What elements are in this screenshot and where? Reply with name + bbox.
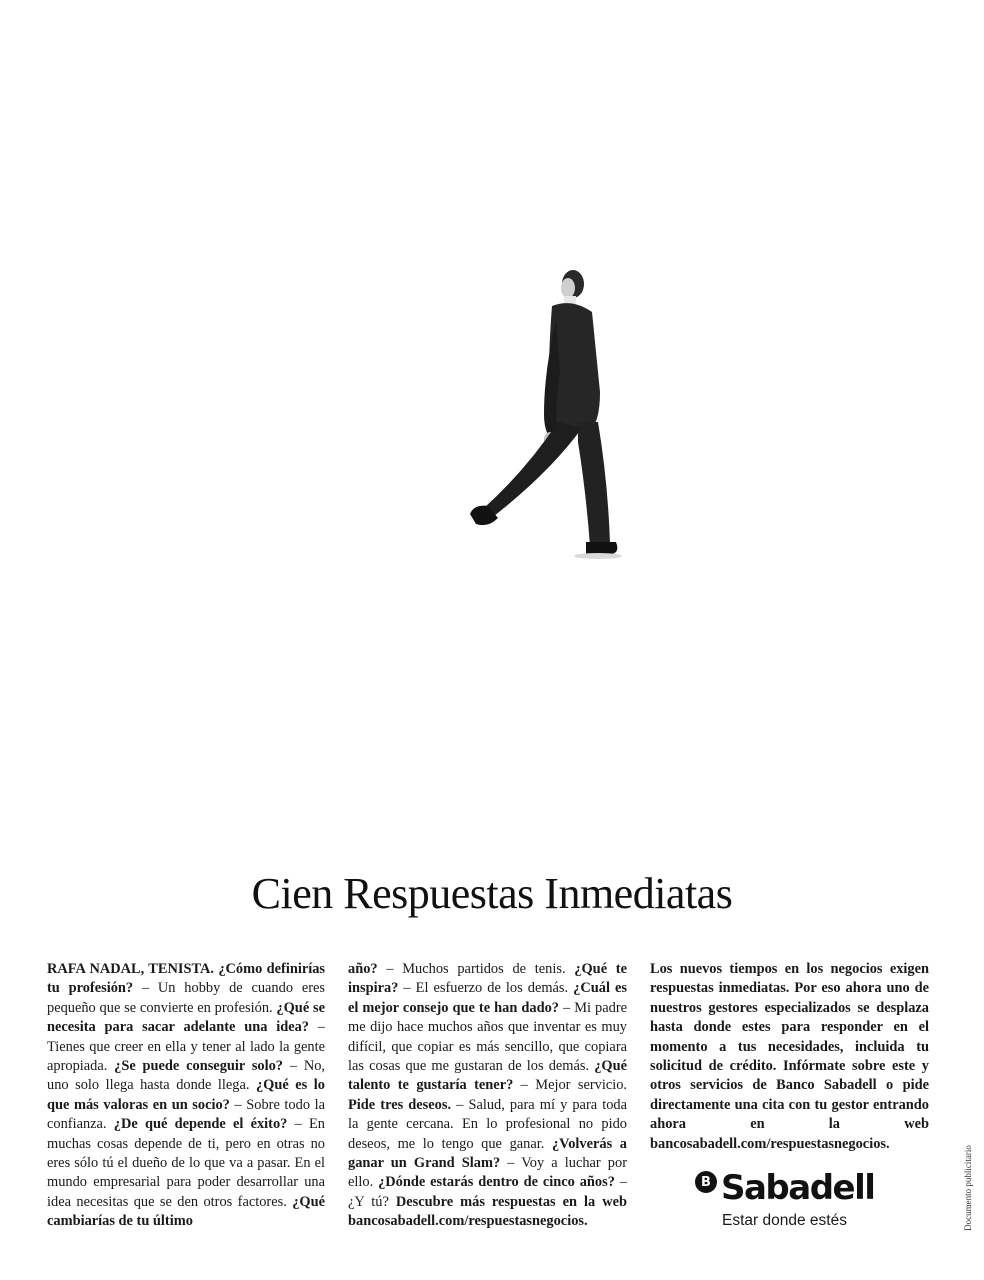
question-text: ¿Dónde estarás dentro de cinco años? bbox=[378, 1174, 615, 1191]
answer-text: – Mejor servicio. bbox=[513, 1077, 628, 1094]
sabadell-logo bbox=[695, 1168, 874, 1208]
question-text: ¿Qué es lo que más valoras en un socio? bbox=[47, 1077, 325, 1113]
answer-text: – En muchas cosas depende de ti, pero en otras no eres sólo tú el dueño de lo que va a pasar. En el mundo empresarial para poder desarrollar una idea necesitas que se den otros factores. bbox=[47, 1116, 325, 1210]
offer-column bbox=[650, 960, 929, 1154]
question-text: ¿Qué cambiarías de tu último bbox=[47, 1193, 325, 1230]
answer-text: – Sobre todo la confianza. bbox=[47, 1096, 325, 1133]
answer-text: – Tienes que creer en ella y tener al lado la gente apropiada. bbox=[47, 1019, 325, 1075]
question-text: ¿Qué talento te gustaría tener? bbox=[348, 1058, 627, 1094]
question-text: Descubre más respuestas en la web bancosabadell.com/respuestasnegocios. bbox=[348, 1193, 627, 1230]
question-text: ¿Qué te inspira? bbox=[348, 961, 627, 997]
answer-text: – Voy a luchar por ello. bbox=[348, 1155, 627, 1191]
answer-text: – Muchos partidos de tenis. bbox=[377, 961, 575, 977]
question-text: ¿Qué se necesita para sacar adelante una idea? bbox=[47, 999, 325, 1036]
question-text: ¿De qué depende el éxito? bbox=[113, 1116, 288, 1133]
question-text: año? bbox=[348, 961, 378, 977]
interview-column-2 bbox=[348, 960, 627, 1232]
interview-column-1 bbox=[47, 960, 325, 1232]
question-text: RAFA NADAL, TENISTA. ¿Cómo definirías tu profesión? bbox=[47, 961, 325, 997]
walking-man-photo bbox=[440, 262, 630, 562]
walking-man-figure bbox=[440, 262, 630, 562]
answer-text: – Salud, para mí y para toda la gente cercana. En lo profesional no pido deseos, me lo tengo que ganar. bbox=[348, 1096, 627, 1152]
logo-wordmark: Sabadell bbox=[721, 1168, 875, 1208]
headline: Cien Respuestas Inmediatas bbox=[251, 869, 733, 918]
answer-text: – Un hobby de cuando eres pequeño que se convierte en profesión. bbox=[47, 980, 325, 1016]
question-text: Pide tres deseos. bbox=[348, 1096, 452, 1113]
answer-text: – El esfuerzo de los demás. bbox=[398, 980, 574, 997]
question-text: ¿Cuál es el mejor consejo que te han dado? bbox=[348, 980, 627, 1016]
advertising-disclaimer: Documento publicitario bbox=[963, 1145, 973, 1231]
question-text: ¿Se puede conseguir solo? bbox=[114, 1058, 284, 1075]
sabadell-b-icon: B bbox=[695, 1171, 717, 1193]
answer-text: – No, uno solo llega hasta donde llega. bbox=[47, 1058, 326, 1094]
offer-text: Los nuevos tiempos en los negocios exigen respuestas inmediatas. Por eso ahora uno de nuestros gestores especializados se desplaza hasta donde estes para responder en el momento a tus necesidades, incluida tu solicitud de crédito. Infórmate sobre este y otros servicios de Banco Sabadell o pide directamente una cita con tu gestor entrando ahora en la web bancosabadell.com/respuestasnegocios. bbox=[650, 961, 929, 1152]
answer-text: – ¿Y tú? bbox=[348, 1174, 628, 1210]
answer-text: – Mi padre me dijo hace muchos años que inventar es muy difícil, que copiar es más sencillo, que copiara las cosas que me gustaran de los demás. bbox=[348, 999, 627, 1075]
slogan: Estar donde estés bbox=[722, 1212, 847, 1229]
question-text: ¿Volverás a ganar un Grand Slam? bbox=[348, 1135, 627, 1172]
